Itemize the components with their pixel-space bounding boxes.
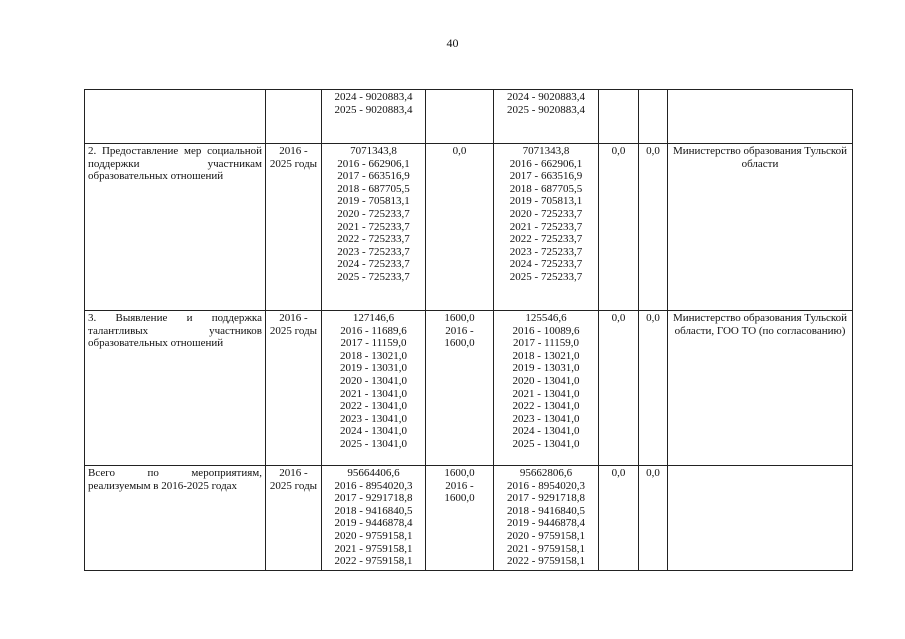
executor-cell <box>668 466 853 571</box>
funding-line: 2021 - 9759158,1 <box>334 542 413 555</box>
funding-line: 2022 - 13041,0 <box>512 400 580 413</box>
funding-line: 2022 - 725233,7 <box>509 233 583 246</box>
funding-line: 2021 - 13041,0 <box>340 387 407 400</box>
funding-line: 2016 - 11689,6 <box>340 324 407 337</box>
executor-cell: Министерство образования Тульской области <box>668 144 853 311</box>
local-funding-cell: 0,0 <box>599 466 639 571</box>
funding-line: 1600,0 <box>444 467 475 479</box>
funding-line: 2021 - 9759158,1 <box>507 542 585 555</box>
executor-cell: Министерство образования Тульской области, ГОО ТО (по согласованию) <box>668 311 853 466</box>
funding-line: 2024 - 9020883,4 <box>334 91 413 103</box>
funding-line: 2022 - 9759158,1 <box>507 555 585 568</box>
funding-line: 2024 - 13041,0 <box>512 425 580 438</box>
funding-line: 2020 - 725233,7 <box>337 207 410 220</box>
funding-line: 2019 - 9446878,4 <box>507 517 585 530</box>
funding-line: 2019 - 705813,1 <box>509 195 583 208</box>
funding-line: 2023 - 13041,0 <box>340 412 407 425</box>
funding-line: 2018 - 13021,0 <box>512 349 580 362</box>
extra-funding-cell <box>639 90 668 144</box>
table-row <box>85 311 853 466</box>
activity-name-cell: 2. Предоставление мер социальной поддержки участникам образовательных отношений <box>85 144 266 311</box>
funding-line: 2025 - 9020883,4 <box>334 103 413 116</box>
funding-line: 2025 - 13041,0 <box>340 437 407 450</box>
extra-funding-cell: 0,0 <box>639 466 668 571</box>
funding-line: 2016 - 662906,1 <box>337 157 410 170</box>
funding-line: 2017 - 11159,0 <box>340 337 407 350</box>
total-funding-cell <box>322 466 426 571</box>
page-number: 40 <box>446 36 459 50</box>
funding-line: 2016 - 8954020,3 <box>334 479 413 492</box>
funding-line: 2018 - 687705,5 <box>337 182 410 195</box>
funding-line: 2021 - 725233,7 <box>509 220 583 233</box>
total-funding-cell <box>322 144 426 311</box>
activity-name-cell: 3. Выявление и поддержка талантливых участников образовательных отношений <box>85 311 266 466</box>
funding-line: 2018 - 9416840,5 <box>334 504 413 517</box>
funding-line: 2021 - 13041,0 <box>512 387 580 400</box>
funding-line: 2025 - 725233,7 <box>337 270 410 283</box>
regional-funding-cell <box>494 144 599 311</box>
funding-line: 125546,6 <box>525 312 567 324</box>
federal-funding-cell <box>426 311 494 466</box>
funding-line: 2016 - 662906,1 <box>509 157 583 170</box>
table-row <box>85 466 853 571</box>
funding-line: 2024 - 725233,7 <box>509 258 583 271</box>
funding-line: 2020 - 13041,0 <box>512 374 580 387</box>
activity-name-cell: Всего по мероприятиям, реализуемым в 2016-2025 годах <box>85 466 266 571</box>
funding-line: 1600,0 <box>444 492 475 505</box>
funding-line: 2018 - 9416840,5 <box>507 504 585 517</box>
funding-line: 2025 - 725233,7 <box>509 270 583 283</box>
funding-line: 2020 - 13041,0 <box>340 374 407 387</box>
period-cell <box>266 90 322 144</box>
period-cell: 2016 - 2025 годы <box>266 466 322 571</box>
funding-line: 2025 - 9020883,4 <box>507 103 585 116</box>
program-activities-table <box>84 89 853 571</box>
funding-line: 2018 - 13021,0 <box>340 349 407 362</box>
funding-line: 2020 - 9759158,1 <box>507 529 585 542</box>
period-cell: 2016 - 2025 годы <box>266 144 322 311</box>
period-cell: 2016 - 2025 годы <box>266 311 322 466</box>
extra-funding-cell: 0,0 <box>639 311 668 466</box>
funding-line: 2016 - 8954020,3 <box>507 479 585 492</box>
federal-funding-cell <box>426 90 494 144</box>
funding-line: 2018 - 687705,5 <box>509 182 583 195</box>
federal-funding-cell <box>426 466 494 571</box>
funding-line: 2023 - 725233,7 <box>509 245 583 258</box>
funding-line: 2017 - 11159,0 <box>512 337 580 350</box>
funding-line: 2022 - 9759158,1 <box>334 555 413 568</box>
total-funding-cell <box>322 311 426 466</box>
local-funding-cell: 0,0 <box>599 144 639 311</box>
funding-line: 2024 - 9020883,4 <box>507 91 585 103</box>
funding-line: 95664406,6 <box>347 467 400 479</box>
total-funding-cell <box>322 90 426 144</box>
local-funding-cell <box>599 90 639 144</box>
funding-line: 95662806,6 <box>519 467 573 479</box>
funding-line: 2017 - 9291718,8 <box>334 492 413 505</box>
extra-funding-cell: 0,0 <box>639 144 668 311</box>
funding-line: 2024 - 13041,0 <box>340 425 407 438</box>
funding-line: 2017 - 9291718,8 <box>507 492 585 505</box>
funding-line: 2019 - 9446878,4 <box>334 517 413 530</box>
funding-line: 2023 - 13041,0 <box>512 412 580 425</box>
executor-cell <box>668 90 853 144</box>
funding-line: 127146,6 <box>352 312 395 324</box>
table-row <box>85 144 853 311</box>
funding-line: 2019 - 13031,0 <box>512 362 580 375</box>
funding-line: 1600,0 <box>444 312 475 324</box>
funding-line: 2017 - 663516,9 <box>509 170 583 183</box>
funding-line: 2016 - 10089,6 <box>512 324 580 337</box>
regional-funding-cell <box>494 466 599 571</box>
funding-line: 2016 - <box>445 324 474 337</box>
funding-line: 2025 - 13041,0 <box>512 437 580 450</box>
local-funding-cell: 0,0 <box>599 311 639 466</box>
funding-line: 2019 - 13031,0 <box>340 362 407 375</box>
funding-line: 2017 - 663516,9 <box>337 170 410 183</box>
activity-name-cell <box>85 90 266 144</box>
table-row <box>85 90 853 144</box>
funding-line: 7071343,8 <box>522 145 570 157</box>
funding-line: 2024 - 725233,7 <box>337 258 410 271</box>
funding-line: 2016 - <box>445 479 474 492</box>
federal-funding-cell <box>426 144 494 311</box>
funding-line: 2020 - 725233,7 <box>509 207 583 220</box>
funding-line: 0,0 <box>452 145 467 157</box>
funding-line: 2021 - 725233,7 <box>337 220 410 233</box>
funding-line: 2020 - 9759158,1 <box>334 529 413 542</box>
funding-line: 2022 - 725233,7 <box>337 233 410 246</box>
funding-line: 1600,0 <box>444 337 475 350</box>
funding-line: 2022 - 13041,0 <box>340 400 407 413</box>
regional-funding-cell <box>494 311 599 466</box>
funding-line: 2023 - 725233,7 <box>337 245 410 258</box>
funding-line: 7071343,8 <box>350 145 397 157</box>
regional-funding-cell <box>494 90 599 144</box>
funding-line: 2019 - 705813,1 <box>337 195 410 208</box>
